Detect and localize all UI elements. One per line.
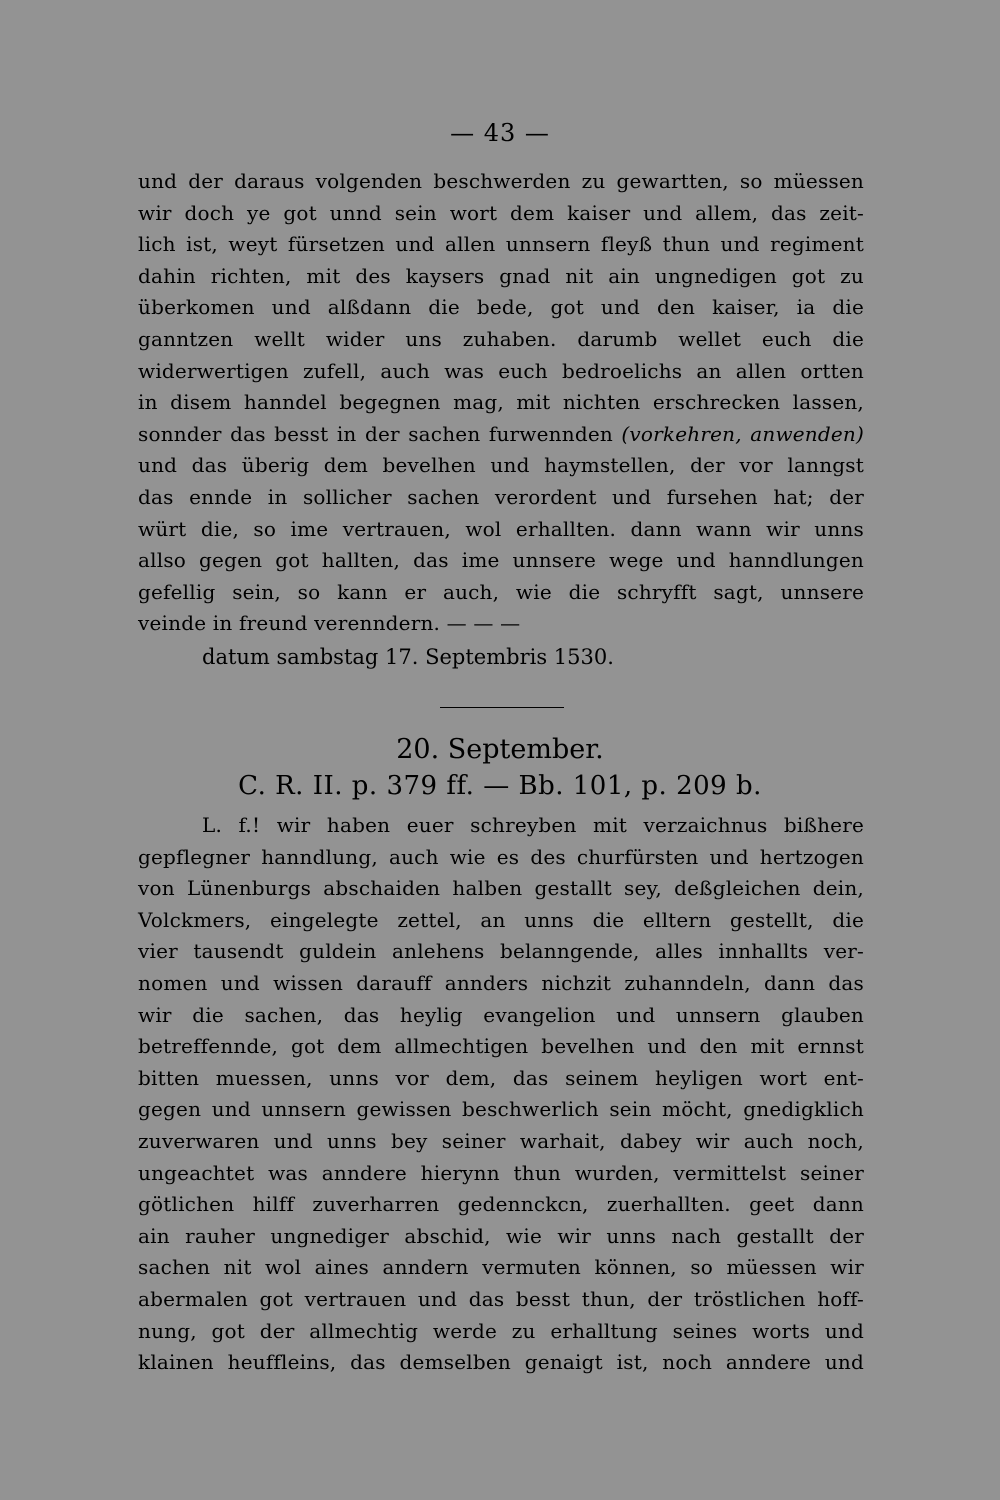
section-date-heading: 20. September. bbox=[396, 734, 604, 765]
text-line: von Lünenburgs abschaiden halben gestallt sey, deßgleichen dein, bbox=[138, 876, 864, 901]
text-line: abermalen got vertrauen und das besst thun, der tröstlichen hoff- bbox=[138, 1286, 864, 1311]
text-line: gegen und unnsern gewissen beschwerlich sein möcht, gnedigklich bbox=[138, 1097, 864, 1122]
text-line: wir doch ye got unnd sein wort dem kaiser und allem, das zeit- bbox=[138, 200, 864, 225]
text-line: überkomen und alßdann die bede, got und den kaiser, ia die bbox=[138, 295, 864, 320]
text-line: ain rauher ungnediger abschid, wie wir unns nach gestallt der bbox=[138, 1223, 864, 1248]
text-line: klainen heuffleins, das demselben genaigt ist, noch anndere und bbox=[138, 1350, 864, 1375]
text-line: und das überig dem bevelhen und haymstellen, der vor lanngst bbox=[138, 453, 864, 478]
text-line: nomen und wissen darauff annders nichzit zuhanndeln, dann das bbox=[138, 970, 864, 995]
text-line: das ennde in sollicher sachen verordent und fursehen hat; der bbox=[138, 484, 864, 509]
text-line-with-gloss bbox=[138, 419, 864, 451]
text-line: und der daraus volgenden beschwerden zu gewartten, so müessen bbox=[138, 169, 864, 193]
letter-2-body bbox=[138, 810, 864, 1379]
text-line: veinde in freund verenndern. — — — bbox=[138, 611, 521, 636]
text-line: sachen nit wol aines anndern vermuten können, so müessen wir bbox=[138, 1255, 864, 1280]
text-line: in disem hanndel begegnen mag, mit nichten erschrecken lassen, bbox=[138, 390, 864, 415]
text-line-main: sonnder das besst in der sachen furwennden bbox=[138, 421, 622, 446]
section-reference-heading: C. R. II. p. 379 ff. — Bb. 101, p. 209 b. bbox=[238, 771, 762, 801]
text-line: Volckmers, eingelegte zettel, an unns die elltern gestellt, die bbox=[138, 907, 864, 932]
letter-date-line: datum sambstag 17. Septembris 1530. bbox=[202, 644, 614, 669]
text-line: L. f.! wir haben euer schreyben mit verzaichnus bißhere bbox=[202, 813, 864, 837]
text-line: allso gegen got hallten, das ime unnsere wege und hanndlungen bbox=[138, 548, 864, 573]
section-divider bbox=[440, 707, 564, 708]
text-line: bitten muessen, unns vor dem, das seinem heyligen wort ent- bbox=[138, 1065, 864, 1090]
text-line: lich ist, weyt fürsetzen und allen unnsern fleyß thun und regiment bbox=[138, 232, 864, 257]
text-line: götlichen hilff zuverharren gedennckcn, zuerhallten. geet dann bbox=[138, 1192, 864, 1217]
text-line: gepflegner hanndlung, auch wie es des churfürsten und hertzogen bbox=[138, 844, 864, 869]
page-number: — 43 — bbox=[450, 119, 550, 147]
text-line: vier tausendt guldein anlehens belanngende, alles innhallts ver- bbox=[138, 939, 864, 964]
text-line: betreffennde, got dem allmechtigen bevelhen und den mit ernnst bbox=[138, 1034, 864, 1059]
letter-1-body bbox=[138, 166, 864, 674]
text-line: gefellig sein, so kann er auch, wie die schryfft sagt, unnsere bbox=[138, 579, 864, 604]
text-line: wir die sachen, das heylig evangelion und unnsern glauben bbox=[138, 1002, 864, 1027]
text-line: ungeachtet was anndere hierynn thun wurden, vermittelst seiner bbox=[138, 1160, 864, 1185]
text-line: dahin richten, mit des kaysers gnad nit ain ungnedigen got zu bbox=[138, 263, 864, 288]
text-line: nung, got der allmechtig werde zu erhalltung seines worts und bbox=[138, 1318, 864, 1343]
text-line: zuverwaren und unns bey seiner warhait, dabey wir auch noch, bbox=[138, 1128, 864, 1153]
text-line: würt die, so ime vertrauen, wol erhallten. dann wann wir unns bbox=[138, 516, 864, 541]
editorial-gloss: (vorkehren, anwenden) bbox=[621, 421, 864, 446]
text-line: widerwertigen zufell, auch was euch bedroelichs an allen ortten bbox=[138, 358, 864, 383]
text-line: ganntzen wellt wider uns zuhaben. darumb wellet euch die bbox=[138, 326, 864, 351]
